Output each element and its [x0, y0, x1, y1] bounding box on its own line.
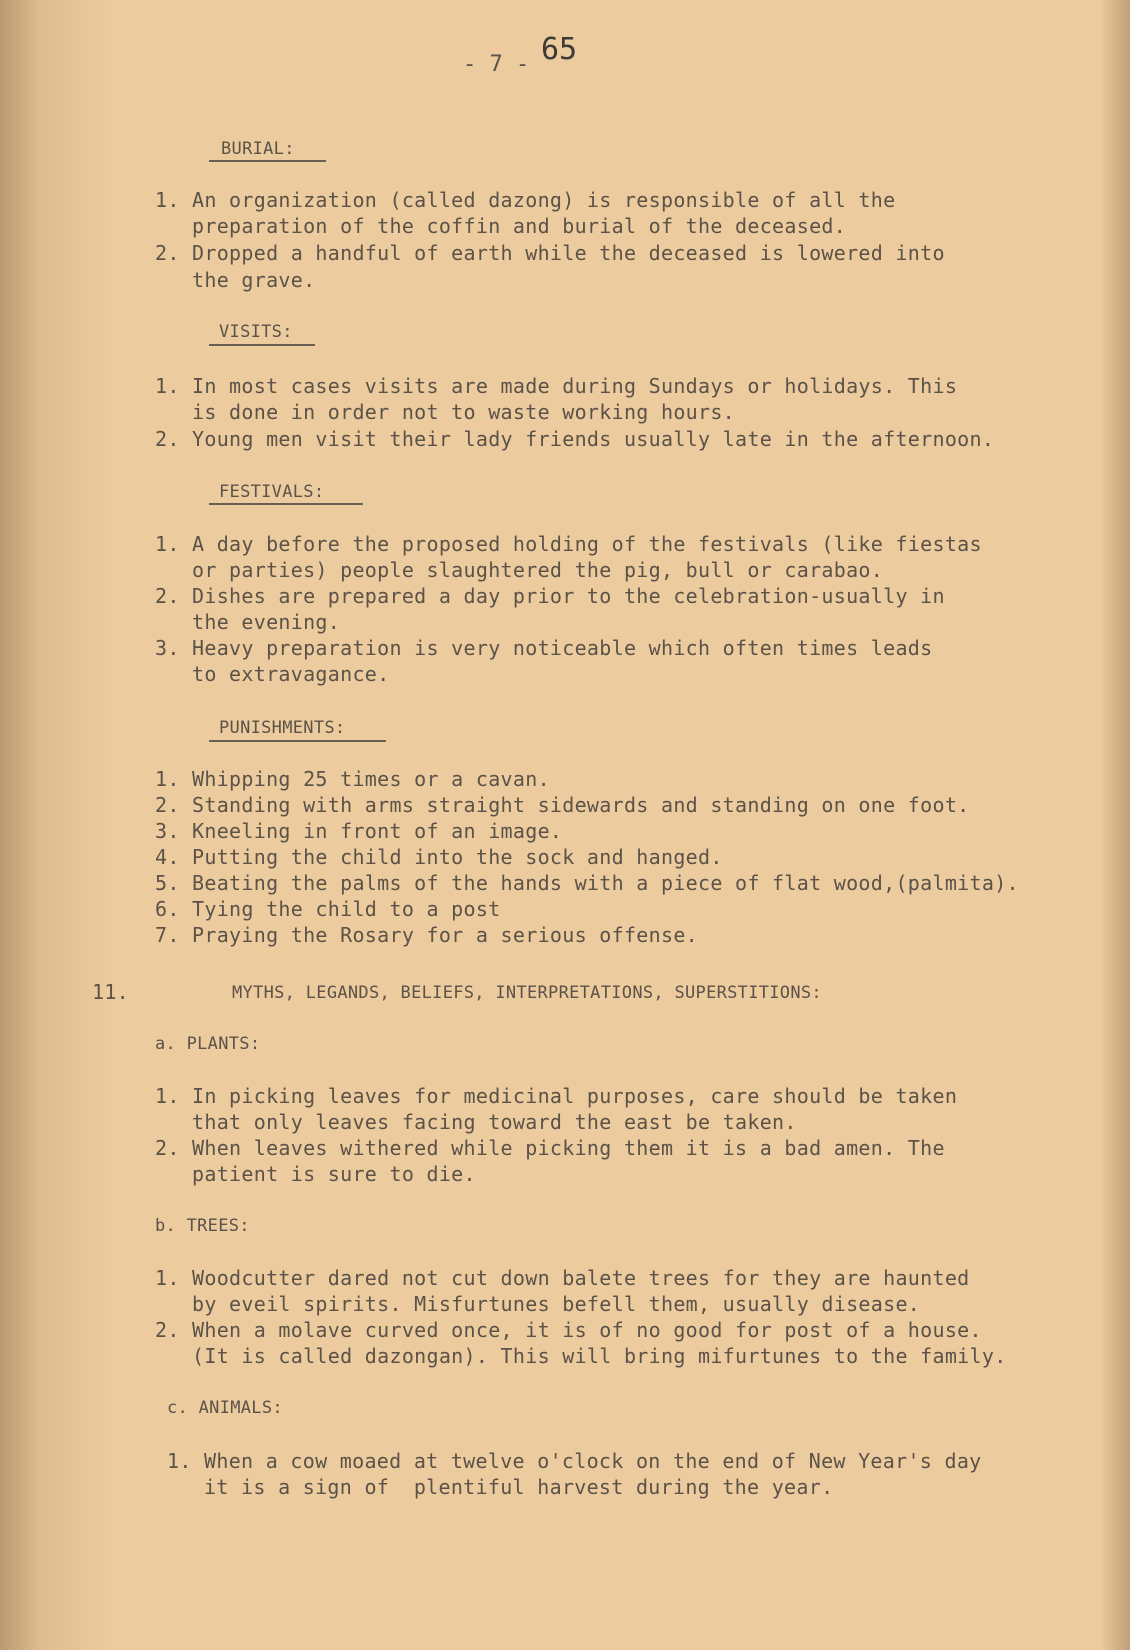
list-item: it is a sign of plentiful harvest during the year. [167, 1475, 834, 1499]
list-item: 3. Kneeling in front of an image. [155, 819, 563, 843]
section-heading-visits: VISITS: [219, 322, 293, 342]
typed-page-number: - 7 - [463, 52, 530, 77]
list-item: by eveil spirits. Misfurtunes befell them, usually disease. [155, 1292, 921, 1316]
list-item: 1. A day before the proposed holding of the festivals (like fiestas [155, 532, 982, 556]
list-item: that only leaves facing toward the east be taken. [155, 1110, 797, 1134]
subsection-heading-animals: c. ANIMALS: [167, 1398, 283, 1418]
list-item: patient is sure to die. [155, 1162, 476, 1186]
section-heading-festivals: FESTIVALS: [219, 482, 325, 502]
list-item: (It is called dazongan). This will bring mifurtunes to the family. [155, 1344, 1007, 1368]
stamped-page-number: 65 [541, 32, 578, 67]
list-item: 1. In picking leaves for medicinal purposes, care should be taken [155, 1084, 958, 1108]
list-item: the grave. [155, 268, 316, 292]
list-item: 1. An organization (called dazong) is responsible of all the [155, 188, 896, 212]
heading-underline [209, 503, 363, 505]
heading-underline [209, 344, 315, 346]
list-item: 6. Tying the child to a post [155, 897, 501, 921]
list-item: 2. Dishes are prepared a day prior to the celebration-usually in [155, 584, 945, 608]
heading-underline [209, 740, 386, 742]
section-heading-myths: MYTHS, LEGANDS, BELIEFS, INTERPRETATIONS, SUPERSTITIONS: [232, 983, 822, 1003]
list-item: 2. Young men visit their lady friends usually late in the afternoon. [155, 427, 995, 451]
subsection-heading-trees: b. TREES: [155, 1216, 250, 1236]
list-item: 5. Beating the palms of the hands with a piece of flat wood,(palmita). [155, 871, 1019, 895]
list-item: 7. Praying the Rosary for a serious offense. [155, 923, 699, 947]
list-item: 1. In most cases visits are made during Sundays or holidays. This [155, 374, 958, 398]
section-heading-burial: BURIAL: [221, 139, 295, 159]
list-item: 1. Whipping 25 times or a cavan. [155, 767, 550, 791]
list-item: the evening. [155, 610, 341, 634]
list-item: 1. Woodcutter dared not cut down balete trees for they are haunted [155, 1266, 970, 1290]
subsection-heading-plants: a. PLANTS: [155, 1034, 261, 1054]
list-item: 2. When a molave curved once, it is of no good for post of a house. [155, 1318, 982, 1342]
list-item: to extravagance. [155, 662, 390, 686]
list-item: preparation of the coffin and burial of the deceased. [155, 214, 847, 238]
heading-underline [209, 160, 326, 162]
list-item: 1. When a cow moaed at twelve o'clock on the end of New Year's day [167, 1449, 982, 1473]
list-item: 2. Standing with arms straight sidewards and standing on one foot. [155, 793, 970, 817]
list-item: 4. Putting the child into the sock and hanged. [155, 845, 723, 869]
section-number: 11. [92, 980, 130, 1004]
list-item: 3. Heavy preparation is very noticeable which often times leads [155, 636, 933, 660]
list-item: is done in order not to waste working hours. [155, 400, 736, 424]
list-item: or parties) people slaughtered the pig, bull or carabao. [155, 558, 884, 582]
list-item: 2. When leaves withered while picking them it is a bad amen. The [155, 1136, 945, 1160]
section-heading-punishments: PUNISHMENTS: [219, 718, 346, 738]
list-item: 2. Dropped a handful of earth while the deceased is lowered into [155, 241, 945, 265]
